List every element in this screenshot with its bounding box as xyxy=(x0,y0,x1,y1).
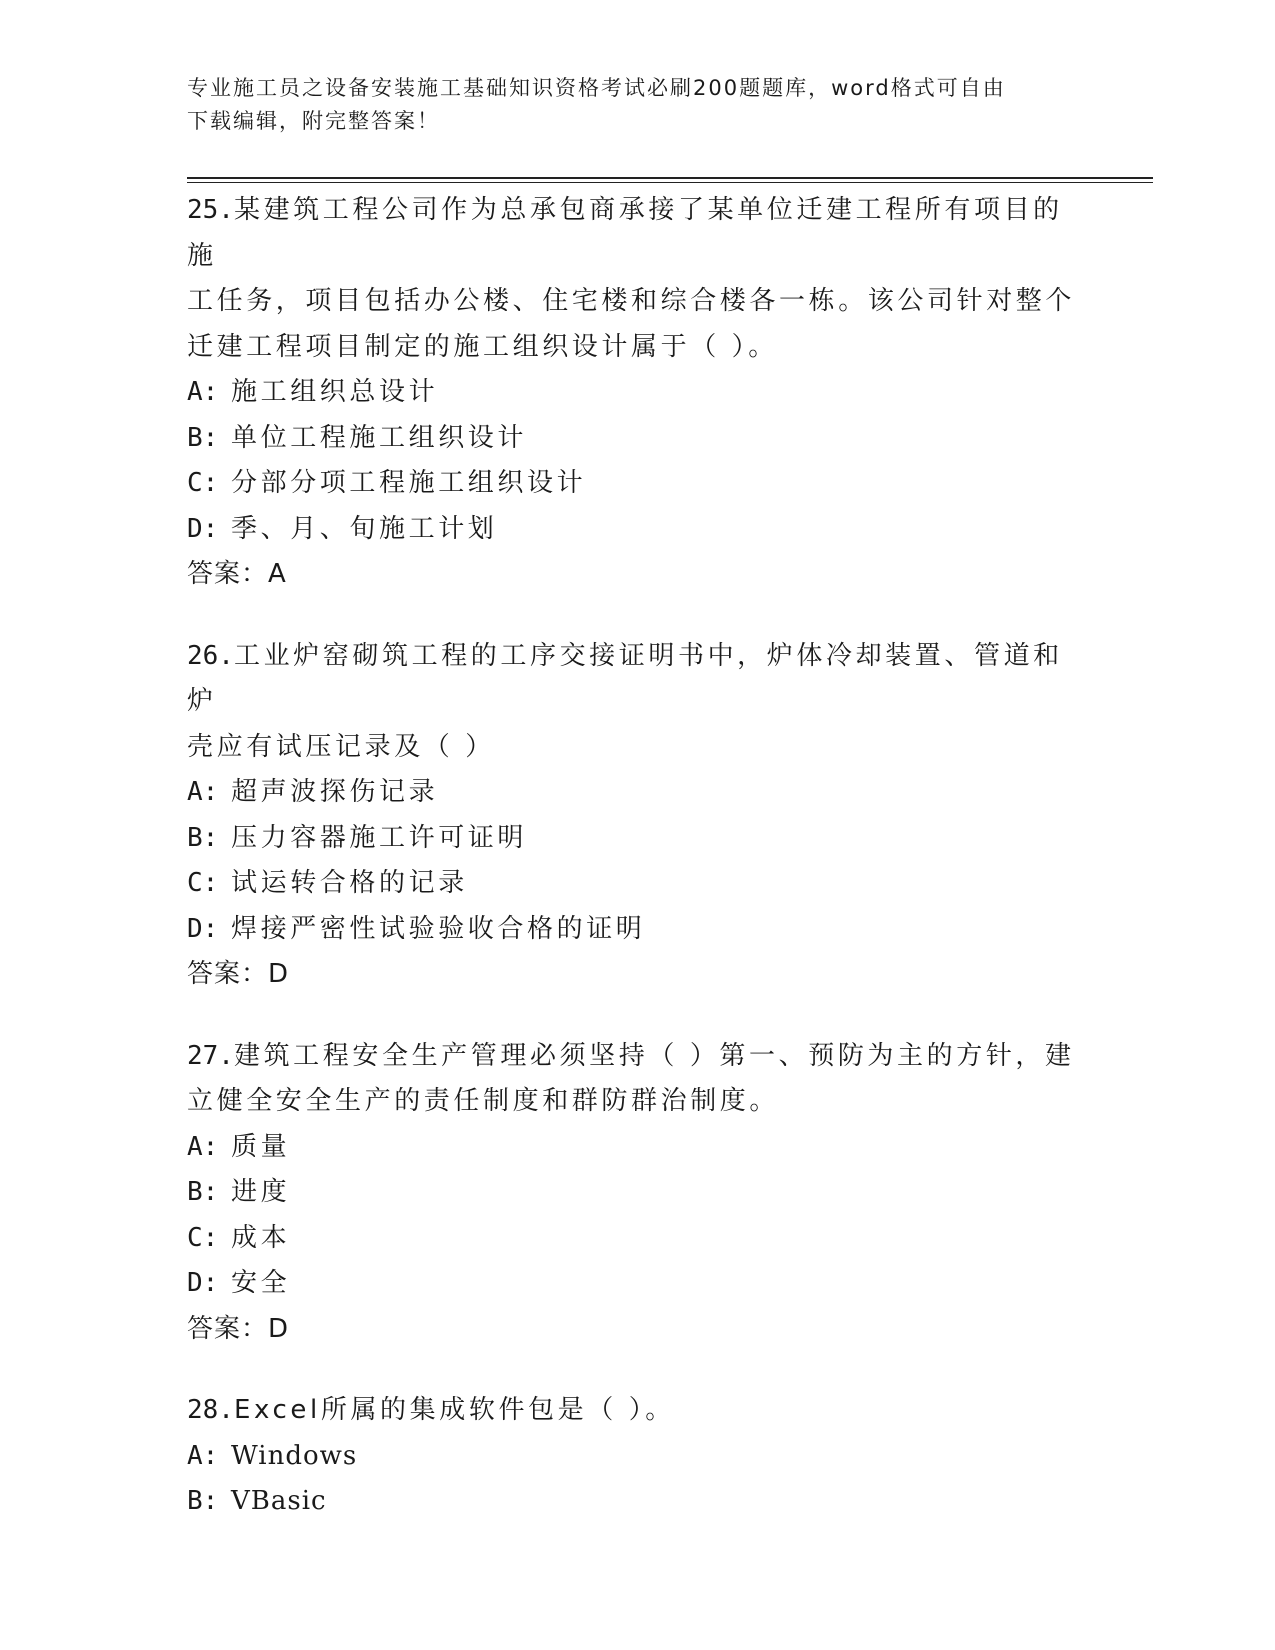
question-stem-line: 壳应有试压记录及（ ） xyxy=(187,731,495,762)
question-28 xyxy=(187,1388,1087,1525)
option-key: D: xyxy=(187,913,219,944)
option-key: B: xyxy=(187,1486,219,1516)
option-text: 分部分项工程施工组织设计 xyxy=(231,468,587,498)
question-number: 28. xyxy=(187,1395,234,1425)
option-key: A: xyxy=(187,377,219,407)
option-b xyxy=(187,816,1087,862)
option-key: A: xyxy=(187,777,219,807)
option-key: C: xyxy=(187,868,219,898)
option-text: 季、月、旬施工计划 xyxy=(231,513,498,544)
question-stem-line: 立健全安全生产的责任制度和群防群治制度。 xyxy=(187,1086,780,1116)
question-stem-line: 工任务，项目包括办公楼、住宅楼和综合楼各一栋。该公司针对整个 xyxy=(187,286,1076,316)
header-line-2: 下载编辑，附完整答案！ xyxy=(187,109,440,133)
option-text: 单位工程施工组织设计 xyxy=(231,422,528,453)
question-stem-line: 迁建工程项目制定的施工组织设计属于（ ）。 xyxy=(187,331,778,362)
question-stem xyxy=(187,1034,1087,1080)
option-text: VBasic xyxy=(231,1486,327,1516)
question-number: 25. xyxy=(187,195,234,225)
question-stem-line: 工业炉窑砌筑工程的工序交接证明书中，炉体冷却装置、管道和炉 xyxy=(187,640,1063,716)
option-text: 试运转合格的记录 xyxy=(231,868,468,898)
question-stem xyxy=(187,634,1087,725)
option-text: 进度 xyxy=(231,1177,291,1207)
option-text: 成本 xyxy=(231,1222,291,1253)
option-text: Windows xyxy=(231,1440,358,1471)
option-key: A: xyxy=(187,1131,219,1162)
option-d xyxy=(187,907,1087,953)
answer-line: 答案：D xyxy=(187,959,290,989)
question-stem xyxy=(187,1388,1087,1434)
option-b xyxy=(187,416,1087,462)
option-d xyxy=(187,507,1087,553)
option-key: A: xyxy=(187,1440,219,1471)
header-divider-thin xyxy=(187,182,1153,183)
option-key: B: xyxy=(187,822,219,853)
option-a xyxy=(187,1434,1087,1480)
question-number: 27. xyxy=(187,1040,234,1071)
option-key: D: xyxy=(187,1268,219,1298)
option-key: B: xyxy=(187,422,219,453)
option-text: 超声波探伤记录 xyxy=(231,777,439,807)
option-text: 安全 xyxy=(231,1268,291,1298)
option-text: 质量 xyxy=(231,1131,291,1162)
option-key: C: xyxy=(187,1222,219,1253)
option-c xyxy=(187,861,1087,907)
option-a xyxy=(187,1125,1087,1171)
question-list xyxy=(187,188,1087,1561)
option-b xyxy=(187,1479,1087,1525)
option-d xyxy=(187,1261,1087,1307)
option-c xyxy=(187,1216,1087,1262)
option-key: C: xyxy=(187,468,219,498)
answer-line: 答案：A xyxy=(187,559,287,589)
question-number: 26. xyxy=(187,640,234,671)
question-stem-line: 某建筑工程公司作为总承包商承接了某单位迁建工程所有项目的施 xyxy=(187,195,1063,271)
answer-line: 答案：D xyxy=(187,1313,290,1344)
document-header xyxy=(187,72,1067,138)
option-key: B: xyxy=(187,1177,219,1207)
question-26 xyxy=(187,634,1087,998)
option-c xyxy=(187,461,1087,507)
question-stem-line: 建筑工程安全生产管理必须坚持（ ）第一、预防为主的方针，建 xyxy=(233,1040,1075,1071)
option-a xyxy=(187,770,1087,816)
option-a xyxy=(187,370,1087,416)
question-stem-line: Excel所属的集成软件包是（ ）。 xyxy=(233,1395,675,1425)
header-divider-thick xyxy=(187,177,1153,179)
option-b xyxy=(187,1170,1087,1216)
question-stem xyxy=(187,188,1087,279)
option-text: 压力容器施工许可证明 xyxy=(231,822,528,853)
option-text: 施工组织总设计 xyxy=(231,377,439,407)
question-25 xyxy=(187,188,1087,598)
option-key: D: xyxy=(187,513,219,544)
question-27 xyxy=(187,1034,1087,1353)
header-line-1: 专业施工员之设备安装施工基础知识资格考试必刷200题题库，word格式可自由 xyxy=(187,76,1006,100)
option-text: 焊接严密性试验验收合格的证明 xyxy=(231,913,646,944)
